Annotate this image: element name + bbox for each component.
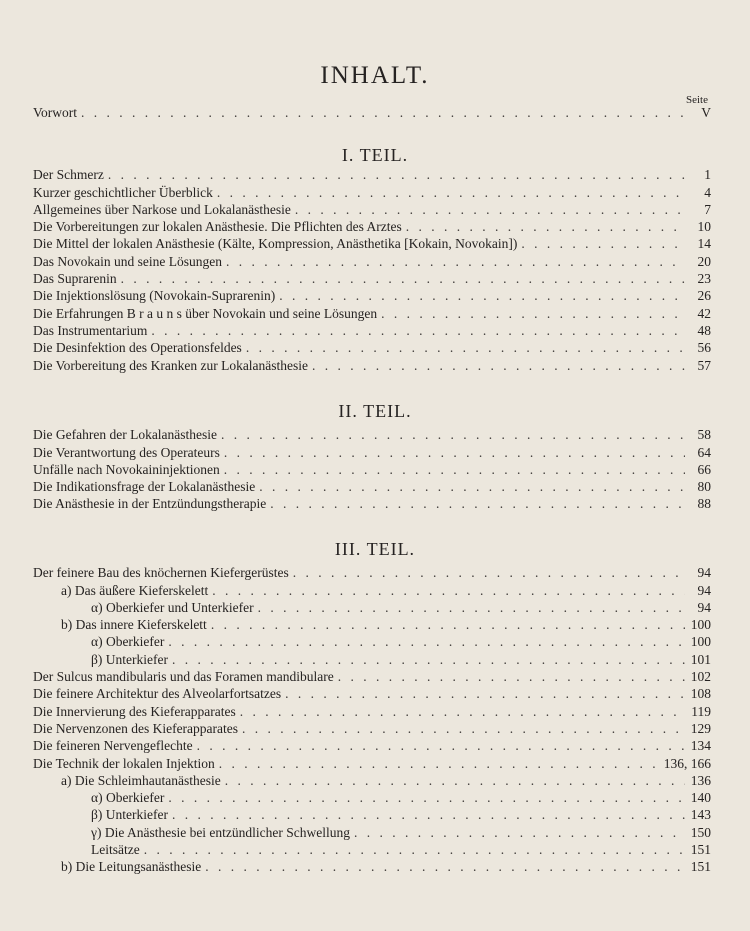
toc-entry [33,788,711,805]
dot-leader [270,496,685,511]
toc-entry [33,442,711,459]
dot-leader [285,686,685,701]
entry-page: 94 [697,582,711,598]
entry-page: 100 [690,634,711,650]
entry-title: Das Instrumentarium [33,322,148,338]
dot-leader [521,236,685,251]
entry-title: Kurzer geschichtlicher Überblick [33,184,213,200]
dot-leader [295,202,685,217]
entry-title: Die Nervenzonen des Kieferapparates [33,720,239,736]
toc-entry [33,684,711,701]
toc-entry [33,805,711,822]
entry-page: 134 [690,738,711,754]
toc-entry [33,719,711,736]
entry-title: Vorwort [33,105,78,121]
entry-title: Die Vorbereitungen zur lokalen Anästhesie. Die Pflichten des Arztes [33,219,402,235]
toc-entry [33,771,711,788]
entry-title: Die Indikationsfrage der Lokalanästhesie [33,479,256,495]
toc-entry [33,822,711,839]
entry-page: 58 [697,427,711,443]
toc-entry [33,840,711,857]
entry-title: Das Suprarenin [33,271,117,287]
entry-title: Der Sulcus mandibularis und das Foramen mandibulare [33,669,334,685]
entry-title: α) Oberkiefer [91,790,165,806]
entry-page: 88 [697,496,711,512]
toc-entry [33,251,711,268]
part-1-heading: I. TEIL. [341,145,409,165]
entry-title: Die feinere Architektur des Alveolarfortsatzes [33,686,282,702]
toc-entry [33,632,711,649]
toc-entry [33,338,711,355]
entry-title: a) Die Schleimhautanästhesie [61,772,221,788]
toc-entry [33,667,711,684]
entry-title: Die Verantwortung des Operateurs [33,444,220,460]
entry-title: Der Schmerz [33,167,104,183]
entry-title: b) Das innere Kieferskelett [61,617,207,633]
entry-title: Die Innervierung des Kieferapparates [33,703,236,719]
entry-page: 140 [690,790,711,806]
dot-leader [172,652,685,667]
entry-page: 151 [690,842,711,858]
dot-leader [226,254,685,269]
entry-page: 23 [697,271,711,287]
entry-page: 150 [690,824,711,840]
toc-entry [33,200,711,217]
entry-title: Die Anästhesie in der Entzündungstherapie [33,496,267,512]
toc-entry [33,303,711,320]
entry-page: 10 [697,219,711,235]
entry-page: 94 [697,599,711,615]
entry-title: Die Technik der lokalen Injektion [33,755,215,771]
toc-entry [33,269,711,286]
part-3-heading: III. TEIL. [334,539,416,559]
entry-title: β) Unterkiefer [91,651,168,667]
dot-leader [312,358,685,373]
entry-title: Die Injektionslösung (Novokain-Suprarenin) [33,288,276,304]
dot-leader [381,306,685,321]
entry-page: 26 [697,288,711,304]
entry-page: 56 [697,340,711,356]
entry-title: Das Novokain und seine Lösungen [33,253,222,269]
entry-title: Der feinere Bau des knöchernen Kiefergerüstes [33,565,289,581]
dot-leader [225,773,685,788]
entry-page: 129 [690,720,711,736]
part-3-list [33,563,711,874]
toc-entry [33,234,711,251]
dot-leader [172,807,685,822]
entry-title: γ) Die Anästhesie bei entzündlicher Schwellung [91,824,351,840]
dot-leader [279,288,685,303]
dot-leader [240,704,685,719]
toc-entry [33,355,711,372]
entry-page: 102 [690,669,711,685]
toc-entry [33,580,711,597]
entry-page: 7 [704,201,711,217]
toc-entry [33,182,711,199]
toc-entry [33,563,711,580]
dot-leader [197,738,685,753]
toc-entry [33,165,711,182]
toc-entry [33,598,711,615]
page-column-header: Seite [686,94,708,106]
part-1-list [33,165,711,373]
dot-leader [224,445,685,460]
entry-title: Die Vorbereitung des Kranken zur Lokalanästhesie [33,357,309,373]
entry-page: 151 [690,859,711,875]
entry-title: b) Die Leitungsanästhesie [61,859,202,875]
dot-leader [338,669,685,684]
dot-leader [224,462,685,477]
entry-page: 94 [697,565,711,581]
vorwort-list [33,103,711,120]
dot-leader [406,219,685,234]
entry-page: 80 [697,479,711,495]
toc-entry [33,615,711,632]
dot-leader [81,105,685,120]
entry-title: Unfälle nach Novokaininjektionen [33,461,220,477]
entry-page: 119 [691,703,711,719]
toc-entry [33,286,711,303]
toc-entry [33,494,711,511]
dot-leader [259,479,685,494]
toc-entry [33,217,711,234]
part-2-heading: II. TEIL. [338,401,412,421]
toc-entry [33,857,711,874]
dot-leader [242,721,685,736]
dot-leader [211,617,685,632]
entry-page: 57 [697,357,711,373]
entry-title: Die feineren Nervengeflechte [33,738,193,754]
dot-leader [293,565,685,580]
toc-entry [33,753,711,770]
entry-page: 136 [690,772,711,788]
dot-leader [205,859,685,874]
entry-page: 136, 166 [663,755,711,771]
entry-title: Allgemeines über Narkose und Lokalanästhesie [33,201,291,217]
entry-title: Die Gefahren der Lokalanästhesie [33,427,218,443]
toc-entry [33,425,711,442]
entry-page: 42 [697,305,711,321]
toc-entry-vorwort [33,103,711,120]
entry-page: 4 [704,184,711,200]
entry-page: V [701,105,711,121]
toc-entry [33,649,711,666]
dot-leader [246,340,685,355]
page-title: INHALT. [320,62,430,89]
entry-page: 1 [704,167,711,183]
entry-page: 100 [690,617,711,633]
dot-leader [151,323,685,338]
toc-entry [33,321,711,338]
toc-entry [33,701,711,718]
entry-page: 108 [690,686,711,702]
entry-page: 20 [697,253,711,269]
entry-page: 101 [690,651,711,667]
entry-title: Die Desinfektion des Operationsfeldes [33,340,242,356]
dot-leader [258,600,685,615]
entry-title: a) Das äußere Kieferskelett [61,582,209,598]
dot-leader [108,167,685,182]
entry-page: 66 [697,461,711,477]
entry-title: β) Unterkiefer [91,807,168,823]
entry-page: 64 [697,444,711,460]
dot-leader [121,271,685,286]
dot-leader [217,185,685,200]
dot-leader [219,756,660,771]
toc-entry [33,477,711,494]
entry-page: 143 [690,807,711,823]
entry-page: 48 [697,322,711,338]
part-2-list [33,425,711,511]
entry-title: Die Mittel der lokalen Anästhesie (Kälte, Kompression, Anästhetika [Kokain, Novokain]) [33,236,518,252]
entry-page: 14 [697,236,711,252]
dot-leader [168,634,685,649]
entry-title: α) Oberkiefer und Unterkiefer [91,599,254,615]
toc-entry [33,736,711,753]
toc-entry [33,460,711,477]
dot-leader [221,427,685,442]
dot-leader [144,842,685,857]
entry-title: Die Erfahrungen B r a u n s über Novokain und seine Lösungen [33,305,378,321]
dot-leader [354,825,685,840]
dot-leader [168,790,685,805]
entry-title: Leitsätze [91,842,140,858]
dot-leader [212,583,685,598]
entry-title: α) Oberkiefer [91,634,165,650]
